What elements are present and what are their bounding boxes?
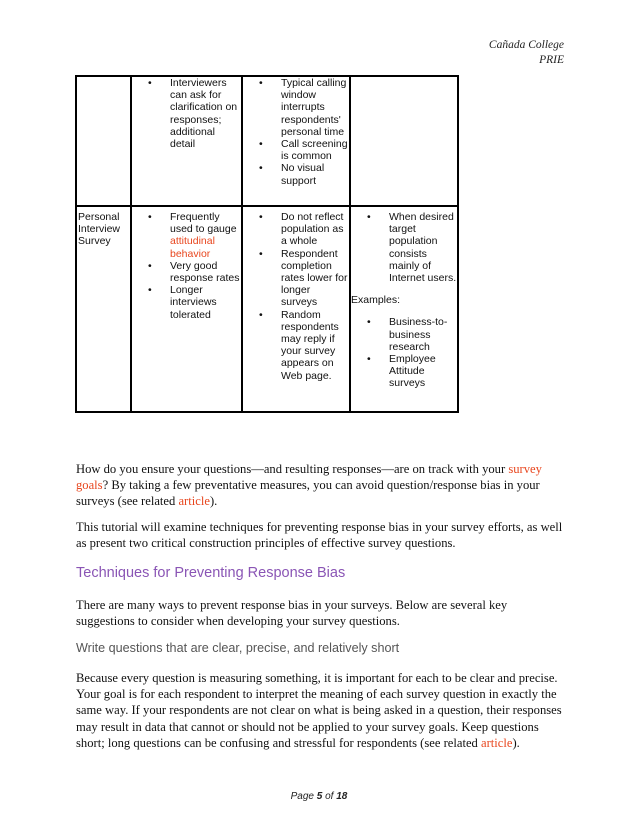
clarity-paragraph: Because every question is measuring something, it is important for each to be clear and precise. Your goal is for each respondent to interpret the meaning of each survey question in exactly the same way. If your respondents are not clear on what is being asked in a question, their responses may result in data that cannot or should not be applied to your survey goals. Keep questions short; long questions can be confusing and stressful for respondents (see related article). (76, 671, 562, 750)
table-row (76, 76, 458, 206)
list-item: • Call screening is common (243, 138, 349, 162)
page-footer: Page 5 of 18 (290, 791, 348, 802)
sub-heading: Write questions that are clear, precise, and relatively short (76, 641, 400, 655)
examples-label: Examples: (351, 294, 401, 307)
when-to-use-list (351, 211, 457, 284)
table-row (76, 206, 458, 412)
list-item: • Respondent completion rates lower for longer surveys (243, 248, 349, 309)
article-link[interactable]: article (178, 494, 210, 509)
list-item: • Very good response rates (132, 260, 241, 284)
list-item: • Business-to-business research (351, 316, 457, 353)
header-dept: PRIE (539, 54, 564, 66)
disadvantages-list (243, 211, 349, 382)
section-heading: Techniques for Preventing Response Bias (76, 565, 346, 581)
advantages-list (132, 211, 241, 321)
page-header (489, 38, 564, 68)
page-number: 5 (316, 791, 323, 802)
suggestions-paragraph: There are many ways to prevent response bias in your surveys. Below are several key suggestions to consider when developing your survey questions. (76, 598, 508, 629)
row-label (76, 76, 131, 206)
list-item: • Interviewers can ask for clarification on responses; additional detail (132, 77, 241, 150)
list-item: • No visual support (243, 162, 349, 186)
list-item: • Frequently used to gauge attitudinal behavior (132, 211, 241, 260)
page-total: 18 (336, 791, 348, 802)
highlighted-text: attitudinal behavior (170, 235, 215, 260)
intro-paragraph: How do you ensure your questions—and resulting responses—are on track with your survey goals? By taking a few preventative measures, you can avoid question/response bias in your surveys (see related article). (76, 462, 542, 509)
list-item: • Random respondents may reply if your survey appears on Web page. (243, 309, 349, 382)
list-item: • Longer interviews tolerated (132, 284, 241, 321)
examples-list (351, 316, 457, 389)
list-item: • Do not reflect population as a whole (243, 211, 349, 248)
survey-methods-table (75, 75, 459, 413)
disadvantages-list (243, 77, 349, 187)
list-item: • Typical calling window interrupts respondents' personal time (243, 77, 349, 138)
header-org: Cañada College (488, 39, 564, 51)
survey-goals-link[interactable]: survey goals (76, 462, 542, 493)
tutorial-paragraph: This tutorial will examine techniques for preventing response bias in your survey efforts, as well as present two critical construction principles of effective survey questions. (76, 520, 563, 551)
list-item: • Employee Attitude surveys (351, 353, 457, 390)
row-label: Personal Interview Survey (76, 206, 131, 412)
list-item: • When desired target population consists mainly of Internet users. (351, 211, 457, 284)
article-link[interactable]: article (481, 735, 513, 750)
advantages-list (132, 77, 241, 150)
